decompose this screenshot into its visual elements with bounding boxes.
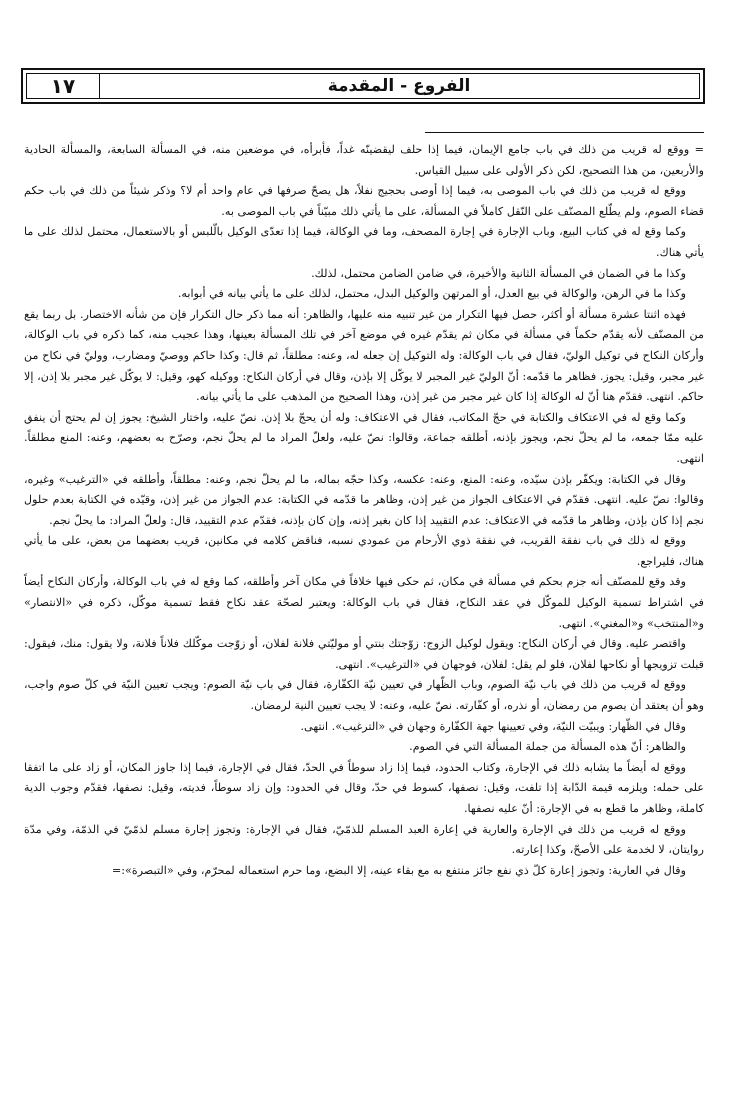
page-header	[21, 68, 705, 104]
paragraph: وكما وقع له في الاعتكاف والكتابة في حجّ المكاتب، فقال في الاعتكاف: وله أن يحجّ بلا إذن. نصّ عليه، واختار الشيخ: يجوز إن لم يحتج أن ينفق عليه ممّا جمعه، ما لم يحلّ نجم، ويجوز بإذنه، أطلقه جماعة، وقالوا: نصّ عليه، ولعلّ المراد ما لم يحلّ نجم، وصرّح به بعضهم، وعنه: المنع مطلقاً. انتهى.	[24, 410, 704, 465]
page-number: ١٧	[50, 74, 76, 98]
paragraph: فهذه اثنتا عشرة مسألة أو أكثر، حصل فيها التكرار من غير تنبيه منه عليها، والظاهر: أنه مما ذكر حال التكرار فإن من شأنه الاختصار. بل ربما يقع من المصنّف لأنه يقدّم حكماً في مسألة في مكان ثم يقدّم غيره في موضع آخر في تلك المسألة بعينها، وهذا عجيب منه، كما ذكره في باب الوكالة، وأركان النكاح في توكيل الوليّ، فقال في باب الوكالة: وله التوكيل إن جعله له، وعنه: مطلقاً، ثم قال: وكذا حاكم ووصيّ ومضارب، ووليّ في نكاح من غير مجبر، وقيل: يجوز. فظاهر ما قدّمه: أنّ الوليّ غير المجبر لا يوكّل إلا بإذن، وقال في أركان النكاح: ووكيله كهو، وقيل: لا يوكّل غير مجبر بلا إذن، إلا حاكم. انتهى. فقدّم هنا أنّ له الوكالة إذا كان غير مجبر من غير إذن، وهذا الصحيح من المذهب على ما يأتي بيانه.	[24, 307, 704, 404]
paragraph: وقال في العارية: وتجوز إعارة كلّ ذي نفع جائز منتفع به مع بقاء عينه، إلا البضع، وما حرم استعماله لمحرّم، وفي «التبصرة»:=	[111, 863, 686, 877]
paragraph: ووقع له أيضاً ما يشابه ذلك في الإجارة، وكتاب الحدود، فيما إذا زاد سوطاً في الحدّ، فقال في الإجارة، فيما إذا جاوز المكان، أو زاد على ما اتفقا على حمله: ويلزمه قيمة الدّابة إذا تلفت، وقيل: نصفها، كسوط في حدّ، وقال في الحدود: وإن زاد سوطاً، فديته، وقيل: نصفها، فقدّم وجوب الدية كاملة، وظاهر ما قطع به في الإجارة: أنّ عليه نصفها.	[24, 760, 704, 815]
paragraph: وكذا ما في الضمان في المسألة الثانية والأخيرة، في ضامن الضامن محتمل، لذلك.	[311, 266, 686, 280]
paragraph: ووقع له قريب من ذلك في باب نيّة الصوم، وباب الظّهار في تعيين نيّة الكفّارة، فقال في باب نيّة الصوم: ويجب تعيين النيّة في كلّ صوم واجب، وهو أن يعتقد أن يصوم من رمضان، أو نذره، أو كفّارته. نصّ عليه، وعنه: لا يجب تعيين النية لرمضان.	[24, 678, 704, 713]
paragraph: وقال في الكتابة: ويكفّر بإذن سيّده، وعنه: المنع، وعنه: عكسه، وكذا حجّه بماله، ما لم يحلّ نجم، وعنه: مطلقاً، وأطلقه في «الترغيب» وغيره، وقالوا: نصّ عليه. انتهى. فقدّم في الاعتكاف الجواز من غير إذن، وظاهر ما قدّمه في الكتابة: عدم الجواز من غير إذن، وقيّده في الكتابة بعدم حلول نجم إذا كان بإذن، وظاهر ما قدّمه في الاعتكاف: عدم التقييد إذا كان بغير إذنه، وإن كان بإذنه، فقدّم عدم التقييد، قال: ولعلّ المراد: ما يحلّ نجم.	[24, 472, 704, 527]
footnote-rule	[425, 132, 704, 133]
body-text	[24, 140, 704, 881]
paragraph: ووقع له قريب من ذلك في باب الموصى به، فيما إذا أوصى بحجيج نفلاً، هل يصحّ صرفها في عام واحد أم لا؟ وذكر شيئاً من ذلك في باب حكم قضاء الصوم، ولم يطّلع المصنّف على النّقل كاملاً في المسألة، على ما يأتي ذلك مبيّناً في باب الموصى به.	[24, 184, 704, 218]
paragraph: = ووقع له قريب من ذلك في باب جامع الإيمان، فيما إذا حلف ليقضينّه غداً، فأبرأه، في موضعين منه، في المسألة السابعة، والمسألة الحادية والأربعين، من هذا التصحيح، لكن ذكر الأولى على سبيل القياس.	[24, 143, 704, 177]
paragraph: وكذا ما في الرهن، والوكالة في بيع العدل، أو المرتهن والوكيل البدل، محتمل، لذلك على ما يأتي بيانه في أبوابه.	[177, 287, 686, 301]
paragraph: والظاهر: أنّ هذه المسألة من جملة المسألة التي في الصوم.	[409, 740, 686, 754]
running-title: الفروع - المقدمة	[327, 76, 471, 96]
paragraph: وقال في الظّهار: ويبيّت النيّة، وفي تعيينها جهة الكفّارة وجهان في «الترغيب». انتهى.	[300, 719, 686, 733]
paragraph: واقتصر عليه. وقال في أركان النكاح: ويقول لوكيل الزوج: زوّجتك بنتي أو موليّتي فلانة لفلان، أو زوّجت موكّلك فلاناً فلانة، ولا يقول: منك، فيقول: قبلت تزويجها أو نكاحها لفلان، فلو لم يقل: لفلان، فوجهان في «الترغيب». انتهى.	[24, 637, 704, 671]
paragraph: وكما وقع له في كتاب البيع، وباب الإجارة في إجارة المصحف، وما في الوكالة، فيما إذا تعدّى الوكيل بالّلبس أو بالاستعمال، محتمل لذلك على ما يأتي هناك.	[24, 225, 704, 259]
paragraph: ووقع له ذلك في باب نفقة القريب، في نفقة ذوي الأرحام من عمودي نسبه، فناقض كلامه في مكانين، قريب بعضهما من بعض، على ما يأتي هناك، فليراجع.	[24, 534, 704, 568]
paragraph: ووقع له قريب من ذلك في الإجارة والعارية في إعارة العبد المسلم للذمّيّ، فقال في الإجارة: وتجوز إجارة مسلم لذمّيّ في الذمّة، وفي مدّة روايتان، لا لخدمة على الأصحّ، وكذا إعارته.	[24, 822, 704, 857]
header-frame	[26, 73, 700, 99]
paragraph: وقد وقع للمصنّف أنه جزم بحكم في مسألة في مكان، ثم حكى فيها خلافاً في مكان آخر وأطلقه، كما وقع له في باب الوكالة، وأركان النكاح أيضاً في اشتراط تسمية الوكيل للموكّل في عقد النكاح، فقال في باب الوكالة: ويعتبر لصحّة عقد نكاح فقط تسمية موكّل، ذكره في «الانتصار» و«المنتخب» و«المغني». انتهى.	[24, 575, 704, 630]
